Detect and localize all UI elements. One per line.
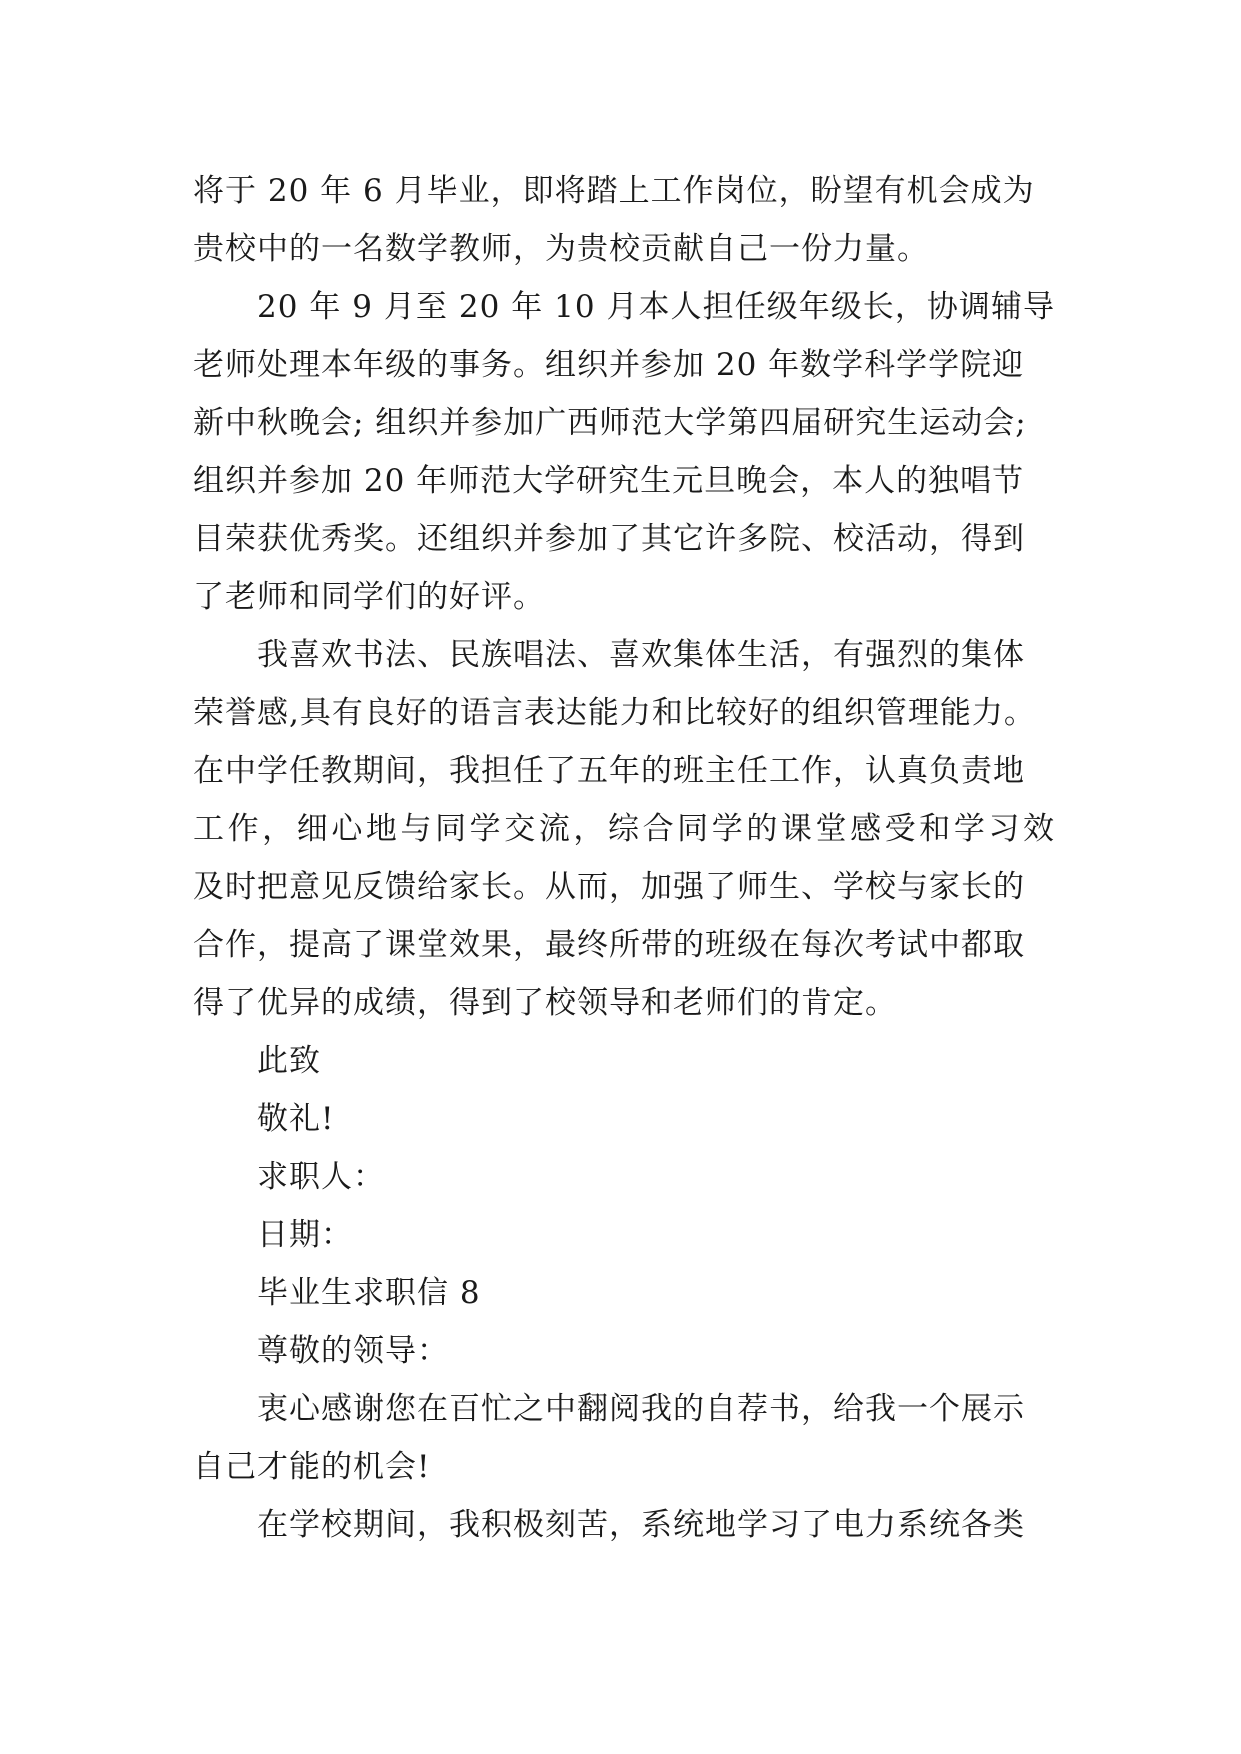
- paragraph-graduation-plan: [193, 162, 1055, 278]
- text-line: 在中学任教期间，我担任了五年的班主任工作，认真负责地: [193, 753, 1025, 789]
- text-line: 组织并参加 20 年师范大学研究生元旦晚会，本人的独唱节: [193, 463, 1025, 499]
- paragraph-personal-strengths: [193, 626, 1055, 1032]
- text-line: 敬礼!: [257, 1101, 335, 1137]
- section-heading-letter-8: [193, 1264, 1055, 1322]
- text-line: 新中秋晚会; 组织并参加广西师范大学第四届研究生运动会;: [193, 405, 1027, 441]
- text-line: 荣誉感,具有良好的语言表达能力和比较好的组织管理能力。: [193, 695, 1036, 731]
- text-line: 合作，提高了课堂效果，最终所带的班级在每次考试中都取: [193, 927, 1025, 963]
- text-line: 尊敬的领导：: [257, 1333, 449, 1369]
- paragraph-thanks: [193, 1380, 1055, 1496]
- text-line: 20 年 9 月至 20 年 10 月本人担任级年级长，协调辅导: [257, 289, 1055, 325]
- text-line: 在学校期间，我积极刻苦，系统地学习了电力系统各类: [257, 1507, 1025, 1543]
- text-line: 得了优异的成绩，得到了校领导和老师们的肯定。: [193, 985, 897, 1021]
- text-line: 此致: [257, 1043, 321, 1079]
- text-line: 自己才能的机会!: [193, 1449, 431, 1485]
- applicant-signature-line: [193, 1148, 1055, 1206]
- text-line: 目荣获优秀奖。还组织并参加了其它许多院、校活动，得到: [193, 521, 1025, 557]
- document-page: [193, 162, 1055, 1554]
- greeting-line: [193, 1322, 1055, 1380]
- text-line: 及时把意见反馈给家长。从而，加强了师生、学校与家长的: [193, 869, 1025, 905]
- text-line: 我喜欢书法、民族唱法、喜欢集体生活，有强烈的集体: [257, 637, 1025, 673]
- text-line: 衷心感谢您在百忙之中翻阅我的自荐书，给我一个展示: [257, 1391, 1025, 1427]
- text-line: 毕业生求职信 8: [257, 1275, 481, 1311]
- text-line: 日期：: [257, 1217, 353, 1253]
- paragraph-grade-leader: [193, 278, 1055, 626]
- text-line: 了老师和同学们的好评。: [193, 579, 545, 615]
- closing-salutation: [193, 1032, 1055, 1090]
- text-line: 将于 20 年 6 月毕业，即将踏上工作岗位，盼望有机会成为: [193, 173, 1035, 209]
- text-line: 老师处理本年级的事务。组织并参加 20 年数学科学学院迎: [193, 347, 1025, 383]
- date-line: [193, 1206, 1055, 1264]
- text-line: 工作，细心地与同学交流，综合同学的课堂感受和学习效: [193, 811, 1055, 847]
- paragraph-school-study: [193, 1496, 1055, 1554]
- text-line: 贵校中的一名数学教师，为贵校贡献自己一份力量。: [193, 231, 929, 267]
- closing-regards: [193, 1090, 1055, 1148]
- text-line: 求职人：: [257, 1159, 385, 1195]
